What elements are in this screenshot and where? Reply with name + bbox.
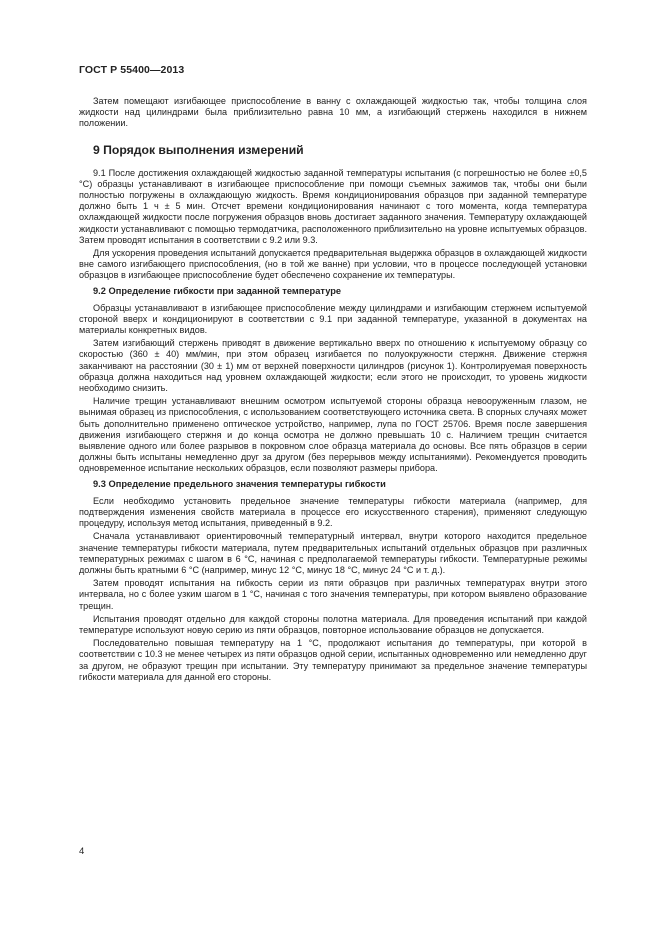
section-9-1-paragraph: 9.1 После достижения охлаждающей жидкостью заданной температуры испытания (с погрешностью не более ±0,5 °С) образцы устанавливают в изгибающее приспособление при помощи съемных зажимов так, чтобы они были полностью погружены в охлаждающую жидкость. Время кондиционирования образцов при заданной температуре должно быть 1 ч ± 5 мин. Отсчет времени кондиционирования начинают с того момента, когда температура охлаждающей жидкости после погружения образцов вновь достигает заданного значения. Температуру охлаждающей жидкости устанавливают с помощью термодатчика, расположенного приблизительно на уровне испытуемых образцов. Затем проводят испытания в соответствии с 9.2 или 9.3.: [79, 167, 587, 245]
section-9-3-paragraph-4: Испытания проводят отдельно для каждой стороны полотна материала. Для проведения испытаний при каждой температуре используют новую серию из пяти образцов, повторное использование образцов не допускается.: [79, 613, 587, 635]
section-9-3-paragraph-1: Если необходимо установить предельное значение температуры гибкости материала (например, для подтверждения изменения свойств материала в процессе его искусственного старения), применяют следующую процедуру, используя метод испытания, приведенный в 9.2.: [79, 495, 587, 529]
page-number: 4: [79, 846, 85, 857]
section-9-3-paragraph-5: Последовательно повышая температуру на 1 °С, продолжают испытания до температуры, при которой в соответствии с 10.3 не менее четырех из пяти образцов одной серии, испытанных одновременно или немедленно друг за другом, не образуют трещин при испытании. Эту температуру принимают за предельное значение температуры гибкости материала для данной его стороны.: [79, 638, 587, 682]
section-9-1-paragraph-2: Для ускорения проведения испытаний допускается предварительная выдержка образцов в охлаждающей жидкости вне самого изгибающего приспособления, (но в той же ванне) при условии, что в процессе последующей установки образцов в изгибающее приспособление будет обеспечено сохранение их температуры.: [79, 248, 587, 281]
section-9-2-heading: 9.2 Определение гибкости при заданной температуре: [93, 285, 342, 296]
section-9-3-paragraph-2: Сначала устанавливают ориентировочный температурный интервал, внутри которого находится предельное значение температуры гибкости материала, путем предварительных испытаний отдельных образцов при различных температурных режимах с шагом в 6 °С, начиная с предполагаемой температуры гибкости. Температурные режимы должны быть кратными 6 °С (например, минус 12 °С, минус 18 °С, минус 24 °С и т. д.).: [79, 531, 587, 575]
section-9-2-paragraph-1: Образцы устанавливают в изгибающее приспособление между цилиндрами и изгибающим стержнем испытуемой стороной вверх и кондиционируют в соответствии с 9.1 при заданной температуре, указанной в документах на материалы конкретных видов.: [79, 302, 587, 336]
section-9-3-heading: 9.3 Определение предельного значения температуры гибкости: [93, 478, 386, 489]
section-9-3-paragraph-3: Затем проводят испытания на гибкость серии из пяти образцов при различных температурах внутри этого интервала, но с более узким шагом в 1 °С, начиная с того значения температуры, при котором выявлено образование трещин.: [79, 578, 587, 611]
section-9-2-paragraph-3: Наличие трещин устанавливают внешним осмотром испытуемой стороны образца невооруженным глазом, не вынимая образец из приспособления, с использованием соответствующего источника света. В спорных случаях может быть дополнительно применено оптическое устройство, например, лупа по ГОСТ 25706. Время после завершения движения изгибающего стержня и до конца осмотра не должно превышать 10 с. Наличием трещин считается выявление одного или более разрывов в покровном слое образца материала до основы. Все пять образцов в серии должны быть испытаны немедленно друг за другом (без перерывов между испытаниями). Рекомендуется проводить одновременное испытание нескольких образцов, если позволяют размеры прибора.: [79, 396, 587, 474]
section-9-heading: 9 Порядок выполнения измерений: [93, 142, 304, 157]
intro-paragraph: Затем помещают изгибающее приспособление в ванну с охлаждающей жидкостью так, чтобы толщина слоя жидкости над цилиндрами была приблизительно равна 10 мм, а изгибающий стержень находился в нижнем положении.: [79, 96, 587, 129]
document-header-standard: ГОСТ Р 55400—2013: [79, 64, 185, 76]
document-body: [79, 96, 587, 685]
section-9-2-paragraph-2: Затем изгибающий стержень приводят в движение вертикально вверх по отношению к испытуемому образцу со скоростью (360 ± 40) мм/мин, при этом образец изгибается по полуокружности стержня. Движение стержня заканчивают на расстоянии (30 ± 1) мм от верхней поверхности цилиндров (рисунок 1). Контролируемая поверхность образца должна находиться над уровнем охлаждающей жидкости; если этого не происходит, то уровень жидкости необходимо снизить.: [79, 338, 587, 394]
